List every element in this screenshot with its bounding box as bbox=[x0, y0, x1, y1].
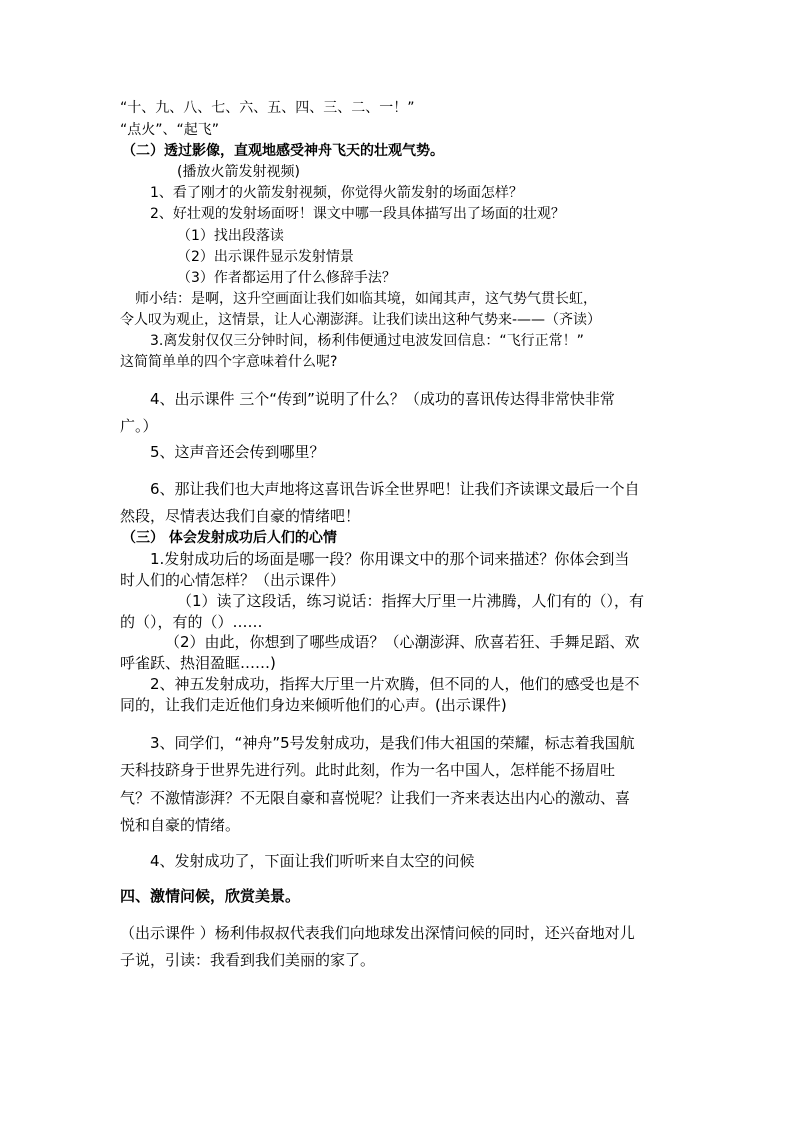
question-4-cont: 广。） bbox=[120, 417, 158, 435]
section-heading-4: 四、激情问候，欣赏美景。 bbox=[120, 887, 301, 905]
item-3-3-cont-2: 气？不激情澎湃？不无限自豪和喜悦呢？让我们一齐来表达出内心的激动、喜 bbox=[120, 789, 631, 807]
question-3: 3.离发射仅仅三分钟时间，杨利伟便通过电波发回信息：“飞行正常！” bbox=[150, 333, 584, 349]
section-heading-2: （二）透过影像，直观地感受神舟飞天的壮观气势。 bbox=[122, 143, 444, 159]
note-play-video: (播放火箭发射视频) bbox=[177, 164, 300, 180]
item-3-1-cont: 时人们的心情怎样？（出示课件） bbox=[120, 571, 346, 589]
item-3-3: 3、同学们，“神舟”5号发射成功，是我们伟大祖国的荣耀，标志着我国航 bbox=[150, 734, 635, 752]
item-3-1-sub-1: （1）读了这段话，练习说话：指挥大厅里一片沸腾，人们有的（），有 bbox=[177, 592, 645, 610]
question-1: 1、看了刚才的火箭发射视频，你觉得火箭发射的场面怎样？ bbox=[150, 185, 523, 201]
question-2: 2、好壮观的发射场面呀！课文中哪一段具体描写出了场面的壮观？ bbox=[150, 206, 565, 222]
question-5: 5、这声音还会传到哪里？ bbox=[150, 443, 325, 461]
question-4: 4、出示课件 三个“传到”说明了什么？（成功的喜讯传达得非常快非常 bbox=[150, 390, 615, 408]
ignition-line: “点火”、“起飞” bbox=[120, 122, 220, 138]
item-3-4: 4、发射成功了，下面让我们听听来自太空的问候 bbox=[150, 852, 475, 870]
question-6-cont: 然段，尽情表达我们自豪的情绪吧！ bbox=[120, 507, 361, 525]
section-4-paragraph-cont: 子说，引读：我看到我们美丽的家了。 bbox=[120, 951, 376, 969]
question-6: 6、那让我们也大声地将这喜讯告诉全世界吧！让我们齐读课文最后一个自 bbox=[150, 480, 640, 498]
sub-item-1: （1）找出段落读 bbox=[177, 228, 284, 244]
section-4-paragraph: （出示课件 ）杨利伟叔叔代表我们向地球发出深情问候的同时，还兴奋地对儿 bbox=[120, 924, 635, 942]
question-3-cont: 这简简单单的四个字意味着什么呢? bbox=[120, 354, 338, 370]
section-heading-3: （三） 体会发射成功后人们的心情 bbox=[122, 530, 337, 546]
item-3-1: 1.发射成功后的场面是哪一段？你用课文中的那个词来描述？你体会到当 bbox=[150, 550, 630, 568]
item-3-3-cont-3: 悦和自豪的情绪。 bbox=[120, 816, 241, 834]
item-3-1-sub-2-cont: 呼雀跃、热泪盈眶……) bbox=[120, 654, 276, 672]
sub-item-2: （2）出示课件显示发射情景 bbox=[177, 249, 354, 265]
item-3-3-cont-1: 天科技跻身于世界先进行列。此时此刻，作为一名中国人，怎样能不扬眉吐 bbox=[120, 761, 616, 779]
item-3-1-sub-1-cont: 的（），有的（）…… bbox=[120, 613, 263, 631]
item-3-2: 2、神五发射成功，指挥大厅里一片欢腾，但不同的人，他们的感受也是不 bbox=[150, 675, 640, 693]
countdown-line: “十、九、八、七、六、五、四、三、二、一！” bbox=[120, 100, 415, 116]
item-3-2-cont: 同的，让我们走近他们身边来倾听他们的心声。(出示课件) bbox=[120, 696, 507, 714]
teacher-summary-cont: 令人叹为观止，这情景，让人心潮澎湃。让我们读出这种气势来-——（齐读） bbox=[120, 312, 602, 328]
item-3-1-sub-2: （2）由此，你想到了哪些成语？（心潮澎湃、欣喜若狂、手舞足蹈、欢 bbox=[165, 633, 640, 651]
sub-item-3: （3）作者都运用了什么修辞手法？ bbox=[177, 270, 396, 286]
teacher-summary: 师小结：是啊，这升空画面让我们如临其境，如闻其声，这气势气贯长虹， bbox=[135, 291, 597, 307]
